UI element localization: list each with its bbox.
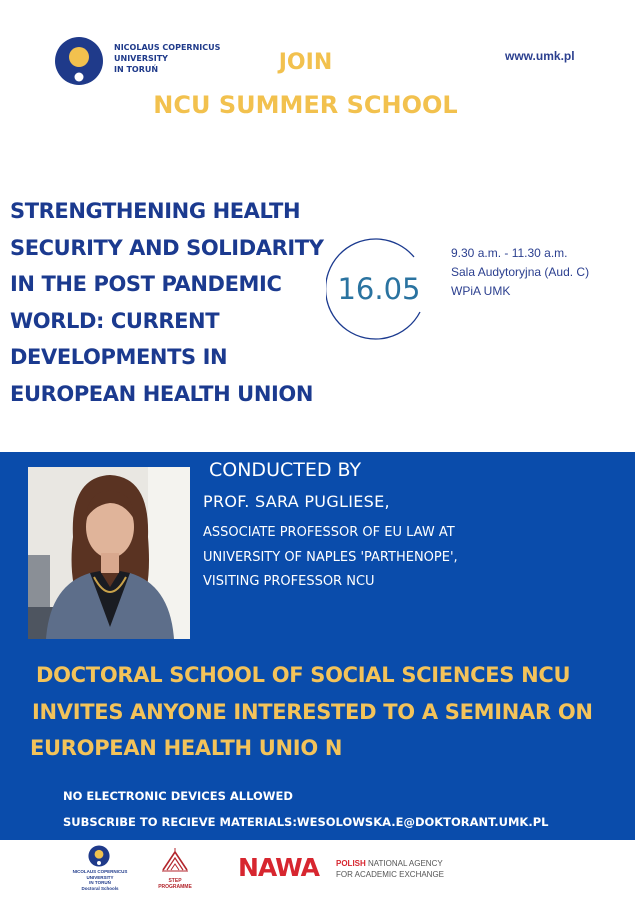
join-heading: JOIN bbox=[278, 50, 333, 75]
seminar-time: 9.30 a.m. - 11.30 a.m. bbox=[451, 246, 568, 260]
website-link[interactable]: www.umk.pl bbox=[505, 49, 575, 63]
ncu-logo-icon bbox=[88, 845, 110, 867]
seminar-info bbox=[451, 244, 589, 301]
seminar-room: Sala Audytoryjna (Aud. C) bbox=[451, 265, 590, 279]
summer-school-heading: NCU SUMMER SCHOOL bbox=[153, 91, 458, 119]
subscribe-note[interactable]: SUBSCRIBE TO RECIEVE MATERIALS:WESOLOWSKA.E@DOKTORANT.UMK.PL bbox=[63, 815, 549, 829]
seminar-title: STRENGTHENING HEALTH SECURITY AND SOLIDARITY IN THE POST PANDEMIC WORLD: CURRENT DEVELOPMENTS IN EUROPEAN HEALTH UNION bbox=[10, 199, 324, 406]
speaker-role: ASSOCIATE PROFESSOR OF EU LAW AT UNIVERSITY OF NAPLES 'PARTHENOPE', VISITING PROFESSOR NCU bbox=[203, 525, 458, 589]
invitation-text: DOCTORAL SCHOOL OF SOCIAL SCIENCES NCU INVITES ANYONE INTERESTED TO A SEMINAR ON EUROPEAN HEALTH UNIO N bbox=[30, 663, 593, 760]
seminar-rules bbox=[63, 783, 548, 835]
speaker-name: PROF. SARA PUGLIESE, bbox=[203, 492, 390, 511]
speaker-photo bbox=[28, 467, 190, 639]
nawa-logo: NAWA bbox=[238, 853, 319, 882]
university-name: NICOLAUS COPERNICUS UNIVERSITY IN TORUŃ bbox=[114, 43, 221, 74]
conducted-by: CONDUCTED BY bbox=[209, 459, 362, 481]
step-logo-icon bbox=[160, 848, 190, 874]
doctoral-schools-label: NICOLAUS COPERNICUS UNIVERSITY IN TORUŃ Doctoral Schools bbox=[72, 869, 128, 891]
nawa-agency-name: POLISH NATIONAL AGENCY FOR ACADEMIC EXCHANGE bbox=[336, 859, 445, 879]
no-devices-note: NO ELECTRONIC DEVICES ALLOWED bbox=[63, 789, 293, 803]
seminar-date: 16.05 bbox=[337, 272, 421, 306]
seminar-venue: WPiA UMK bbox=[451, 284, 511, 298]
step-label: STEP PROGRAMME bbox=[158, 878, 192, 890]
